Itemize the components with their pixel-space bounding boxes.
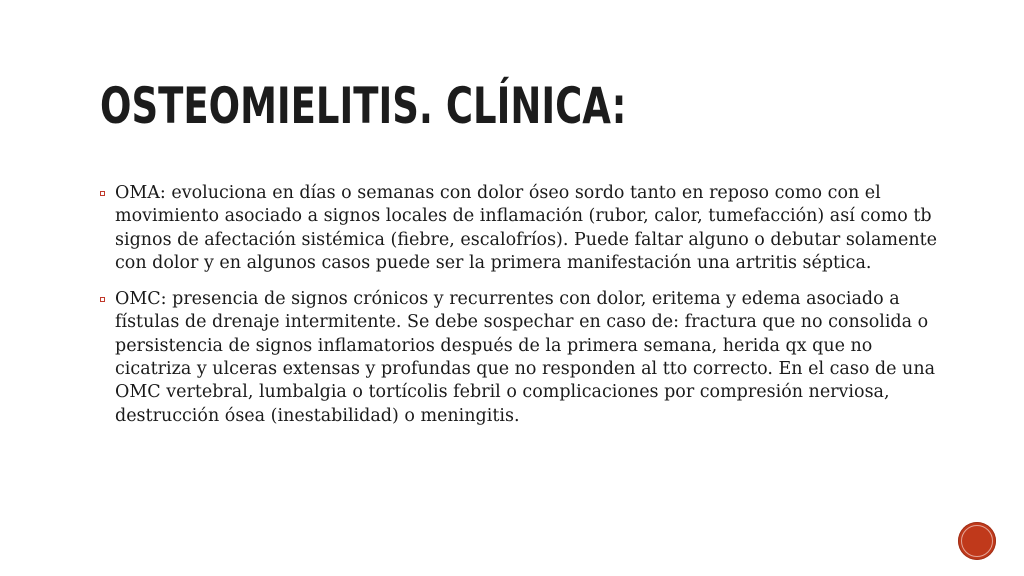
- square-bullet-icon: [100, 191, 105, 196]
- square-bullet-icon: [100, 297, 105, 302]
- bullet-text: OMC: presencia de signos crónicos y recurrentes con dolor, eritema y edema asociado a fístulas de drenaje intermitente. Se debe sospechar en caso de: fractura que no consolida o persistencia de signos inflamatorios después de la primera semana, herida qx que no cicatriza y ulceras extensas y profundas que no responden al tto correcto. En el caso de una OMC vertebral, lumbalgia o tortícolis febril o complicaciones por compresión nerviosa, destrucción ósea (inestabilidad) o meningitis.: [115, 289, 936, 426]
- bullet-item-oma: [100, 182, 940, 275]
- slide-title: OSTEOMIELITIS. CLÍNICA:: [100, 77, 627, 135]
- bullet-item-omc: [100, 288, 940, 428]
- bullet-list: [100, 182, 940, 441]
- bullet-text: OMA: evoluciona en días o semanas con dolor óseo sordo tanto en reposo como con el movimiento asociado a signos locales de inflamación (rubor, calor, tumefacción) así como tb signos de afectación sistémica (fiebre, escalofríos). Puede faltar alguno o debutar solamente con dolor y en algunos casos puede ser la primera manifestación una artritis séptica.: [115, 183, 937, 273]
- circle-logo-icon: [958, 522, 996, 560]
